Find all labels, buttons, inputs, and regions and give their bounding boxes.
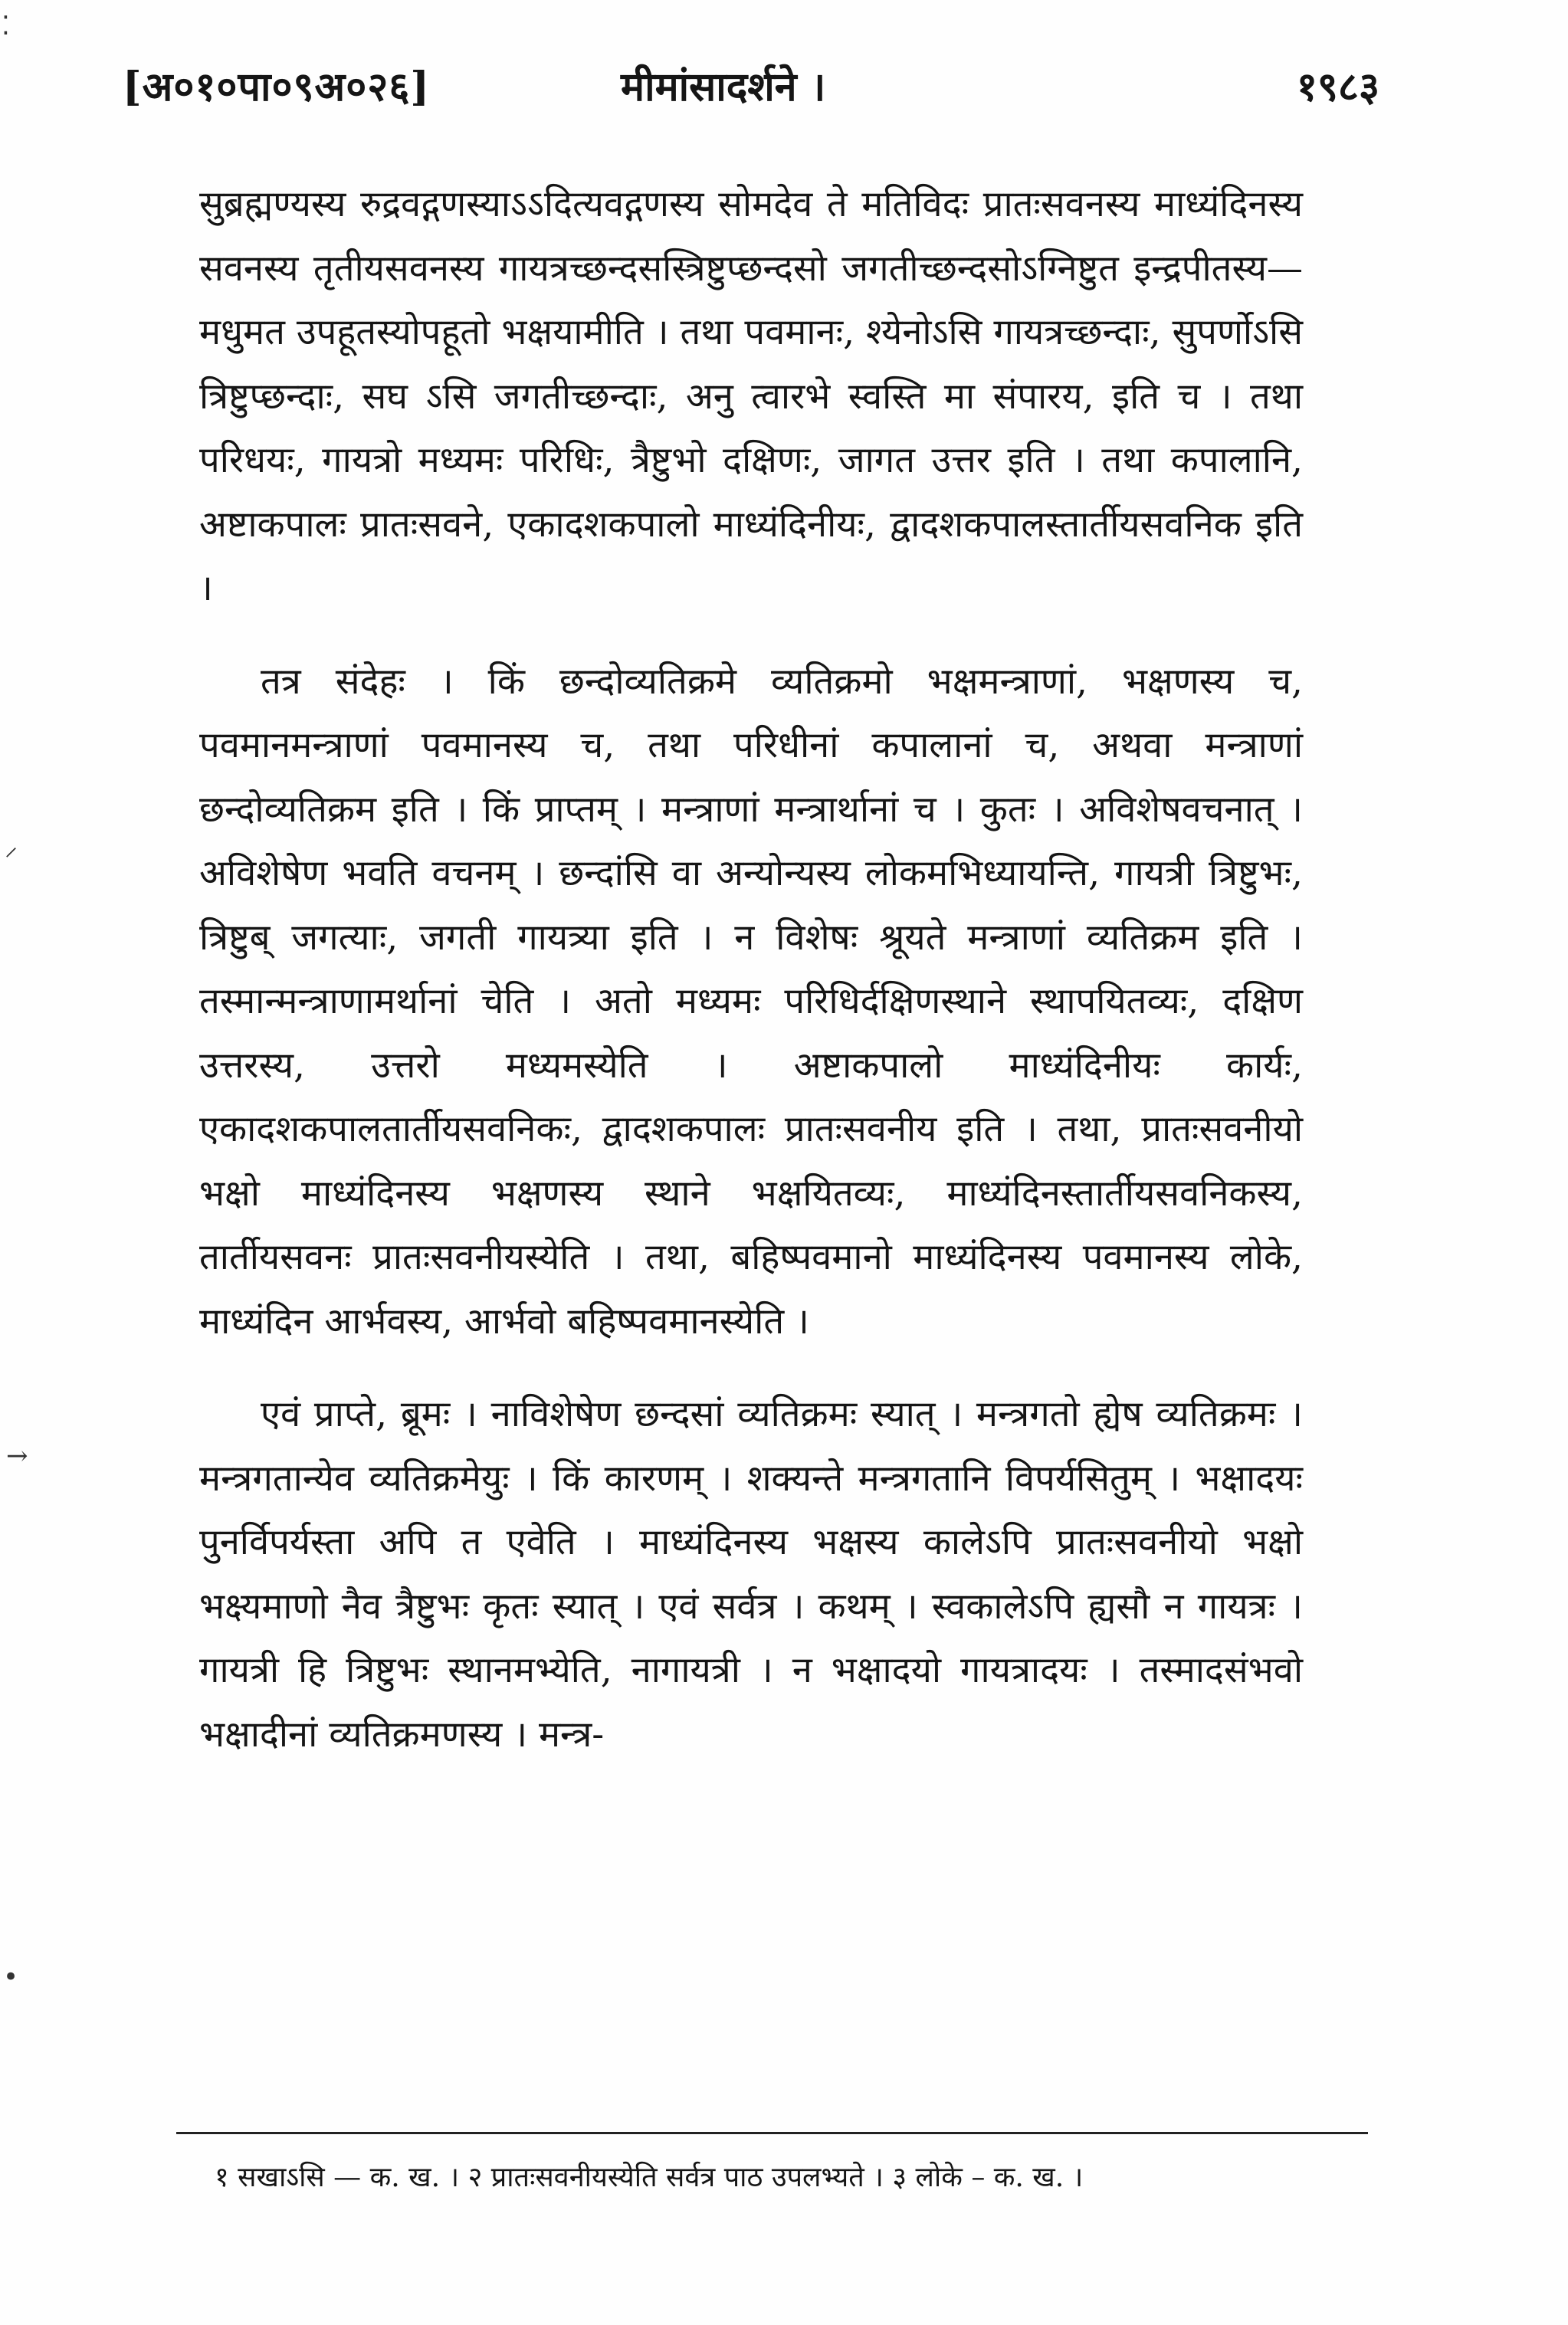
scan-edge-mark: ⁚ bbox=[2, 11, 10, 41]
running-title: मीमांसादर्शने । bbox=[621, 64, 826, 110]
paragraph: सुब्रह्मण्यस्य रुद्रवद्गणस्याऽऽदित्यवद्गणस्य सोमदेव ते मतिविदः प्रातःसवनस्य माध्यंदिनस्य सवनस्य तृतीयसवनस्य गायत्रच्छन्दसस्त्रिष्टुप्छन्दसो जगतीच्छन्दसोऽग्निष्टुत इन्द्रपीतस्य—मधुमत उपहूतस्योपहूतो भक्षयामीति । तथा पवमानः, श्येनोऽसि गायत्रच्छन्दाः, सुपर्णोऽसि त्रिष्टुप्छन्दाः, सघ ऽसि जगतीच्छन्दाः, अनु त्वारभे स्वस्ति मा संपारय, इति च । तथा परिधयः, गायत्रो मध्यमः परिधिः, त्रैष्टुभो दक्षिणः, जागत उत्तर इति । तथा कपालानि, अष्टाकपालः प्रातःसवने, एकादशकपालो माध्यंदिनीयः, द्वादशकपालस्तार्तीयसवनिक इति । bbox=[199, 183, 1303, 609]
running-header bbox=[123, 54, 1379, 123]
footnote-divider bbox=[176, 2132, 1368, 2134]
scan-edge-mark: • bbox=[3, 1962, 19, 1992]
main-text bbox=[199, 172, 1303, 1795]
footnotes: १ सखाऽसि — क. ख. । २ प्रातःसवनीयस्येति सर्वत्र पाठ उपलभ्यते । ३ लोके – क. ख. । bbox=[215, 2162, 1084, 2193]
scan-edge-mark: ⸝ bbox=[5, 831, 18, 862]
paragraph: एवं प्राप्ते, ब्रूमः । नाविशेषेण छन्दसां व्यतिक्रमः स्यात् । मन्त्रगतो ह्येष व्यतिक्रमः । मन्त्रगतान्येव व्यतिक्रमेयुः । किं कारणम् । शक्यन्ते मन्त्रगतानि विपर्यसितुम् । भक्षादयः पुनर्विपर्यस्ता अपि त एवेति । माध्यंदिनस्य भक्षस्य कालेऽपि प्रातःसवनीयो भक्षो भक्ष्यमाणो नैव त्रैष्टुभः कृतः स्यात् । एवं सर्वत्र । कथम् । स्वकालेऽपि ह्यसौ न गायत्रः । गायत्री हि त्रिष्टुभः स्थानमभ्येति, नागायत्री । न भक्षादयो गायत्रादयः । तस्मादसंभवो भक्षादीनां व्यतिक्रमणस्य । मन्त्र- bbox=[199, 1393, 1303, 1756]
scan-edge-mark: → bbox=[6, 1441, 28, 1471]
section-reference: [अ०१०पा०९अ०२६] bbox=[123, 64, 430, 110]
paragraph: तत्र संदेहः । किं छन्दोव्यतिक्रमे व्यतिक्रमो भक्षमन्त्राणां, भक्षणस्य च, पवमानमन्त्राणां पवमानस्य च, तथा परिधीनां कपालानां च, अथवा मन्त्राणां छन्दोव्यतिक्रम इति । किं प्राप्तम् । मन्त्राणां मन्त्रार्थानां च । कुतः । अविशेषवचनात् । अविशेषेण भवति वचनम् । छन्दांसि वा अन्योन्यस्य लोकमभिध्यायन्ति, गायत्री त्रिष्टुभः, त्रिष्टुब् जगत्याः, जगती गायत्र्या इति । न विशेषः श्रूयते मन्त्राणां व्यतिक्रम इति । तस्मान्मन्त्राणामर्थानां चेति । अतो मध्यमः परिधिर्दक्षिणस्थाने स्थापयितव्यः, दक्षिण उत्तरस्य, उत्तरो मध्यमस्येति । अष्टाकपालो माध्यंदिनीयः कार्यः, एकादशकपालतार्तीयसवनिकः, द्वादशकपालः प्रातःसवनीय इति । तथा, प्रातःसवनीयो भक्षो माध्यंदिनस्य भक्षणस्य स्थाने भक्षयितव्यः, माध्यंदिनस्तार्तीयसवनिकस्य, तार्तीयसवनः प्रातःसवनीयस्येति । तथा, बहिष्पवमानो माध्यंदिनस्य पवमानस्य लोके, माध्यंदिन आर्भवस्य, आर्भवो बहिष्पवमानस्येति । bbox=[199, 660, 1303, 1343]
page-number: १९८३ bbox=[1296, 64, 1379, 110]
